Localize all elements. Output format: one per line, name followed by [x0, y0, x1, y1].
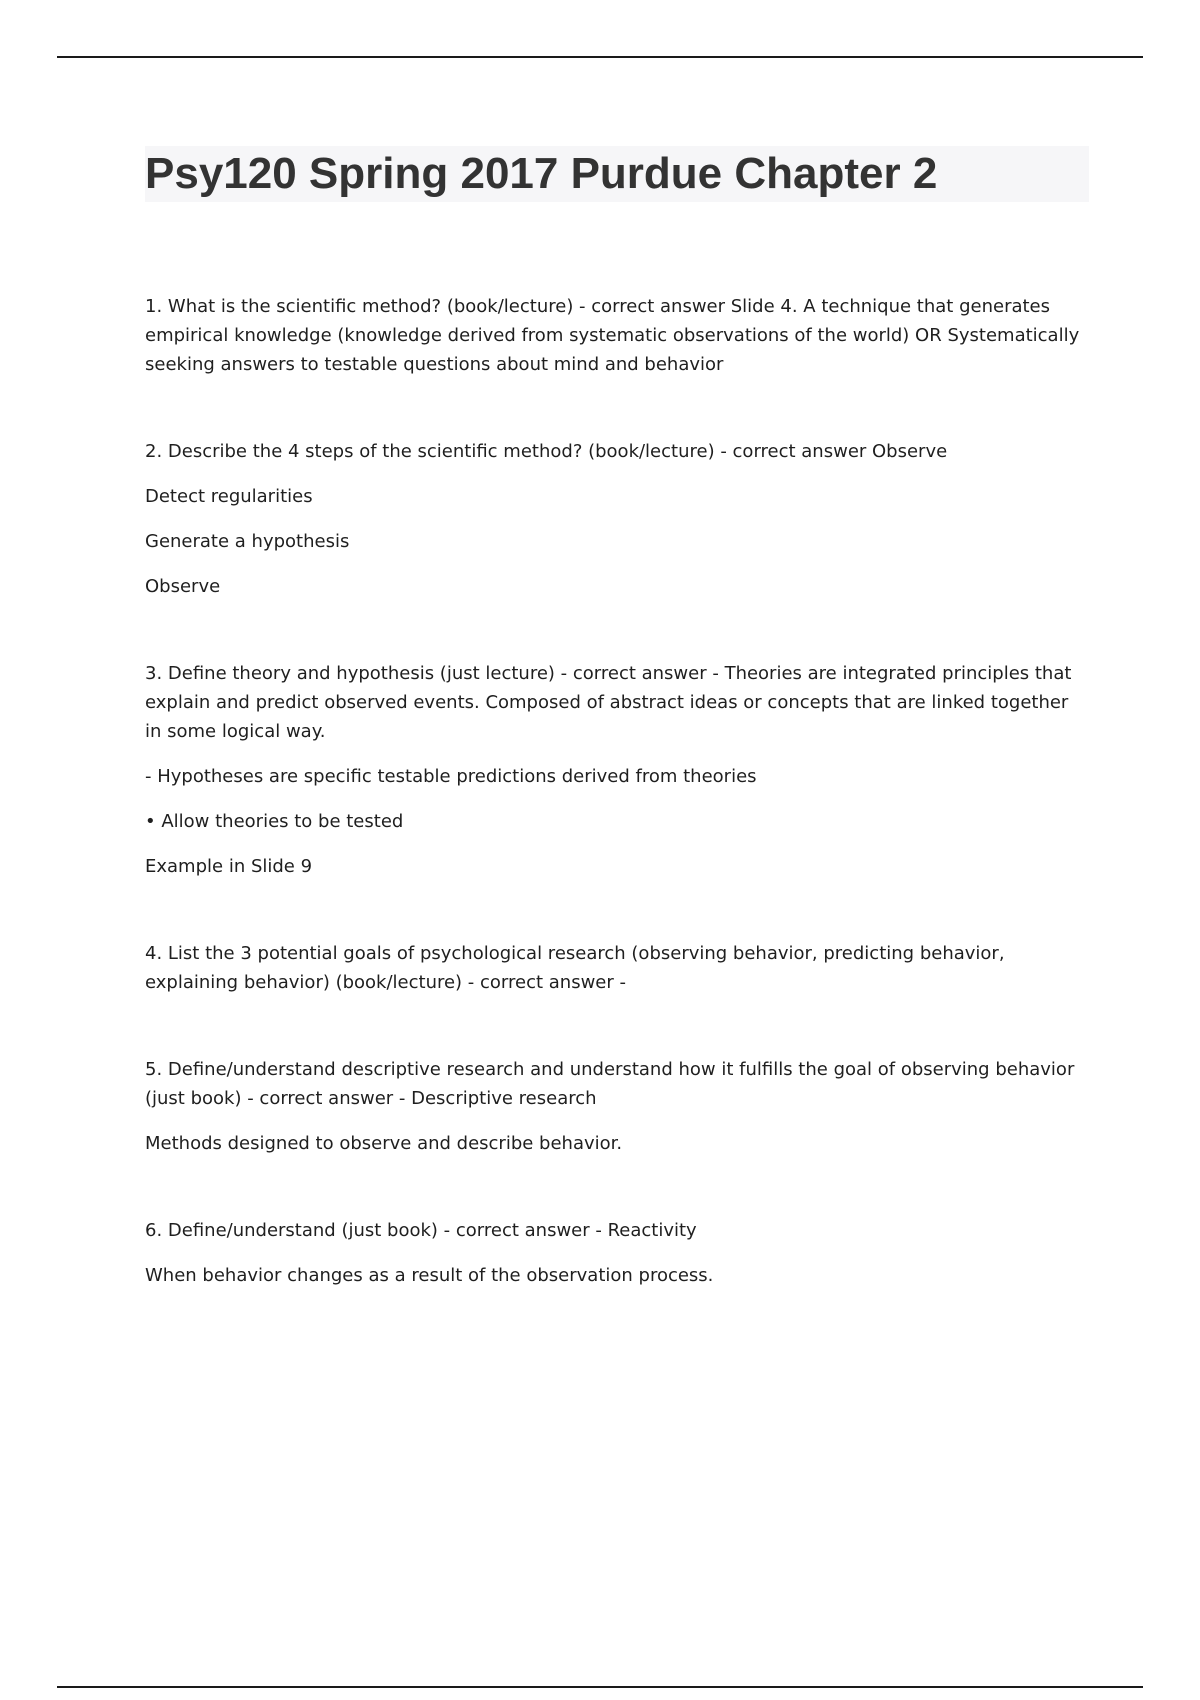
- question-4-text: 4. List the 3 potential goals of psychological research (observing behavior, predicting behavior, explaining behavior) (book/lecture) - correct answer -: [145, 943, 1005, 993]
- answer-line: When behavior changes as a result of the observation process.: [145, 1265, 714, 1286]
- question-3: [145, 659, 1085, 881]
- question-3-text: 3. Define theory and hypothesis (just lecture) - correct answer - Theories are integrated principles that explain and predict observed events. Composed of abstract ideas or concepts that are linked together in some logical way.: [145, 663, 1072, 742]
- question-1: [145, 292, 1085, 379]
- answer-line: Generate a hypothesis: [145, 531, 350, 552]
- document-body: [145, 292, 1085, 1290]
- answer-line: Example in Slide 9: [145, 856, 313, 877]
- page-title: Psy120 Spring 2017 Purdue Chapter 2: [145, 149, 938, 198]
- bottom-rule: [57, 1686, 1143, 1688]
- question-6: [145, 1216, 1085, 1290]
- question-5-text: 5. Define/understand descriptive research and understand how it fulfills the goal of observing behavior (just book) - correct answer - Descriptive research: [145, 1059, 1075, 1109]
- question-5: [145, 1055, 1085, 1158]
- answer-line: Observe: [145, 576, 221, 597]
- question-4: [145, 939, 1085, 997]
- question-2-text: 2. Describe the 4 steps of the scientific method? (book/lecture) - correct answer Observe: [145, 441, 948, 462]
- answer-line: Detect regularities: [145, 486, 313, 507]
- answer-line: • Allow theories to be tested: [145, 811, 404, 832]
- top-rule: [57, 56, 1143, 58]
- answer-line: Methods designed to observe and describe behavior.: [145, 1133, 623, 1154]
- question-6-text: 6. Define/understand (just book) - correct answer - Reactivity: [145, 1220, 697, 1241]
- question-1-text: 1. What is the scientific method? (book/lecture) - correct answer Slide 4. A technique that generates empirical knowledge (knowledge derived from systematic observations of the world) OR Systematically seeking answers to testable questions about mind and behavior: [145, 296, 1080, 375]
- question-2: [145, 437, 1085, 601]
- answer-line: - Hypotheses are specific testable predictions derived from theories: [145, 766, 757, 787]
